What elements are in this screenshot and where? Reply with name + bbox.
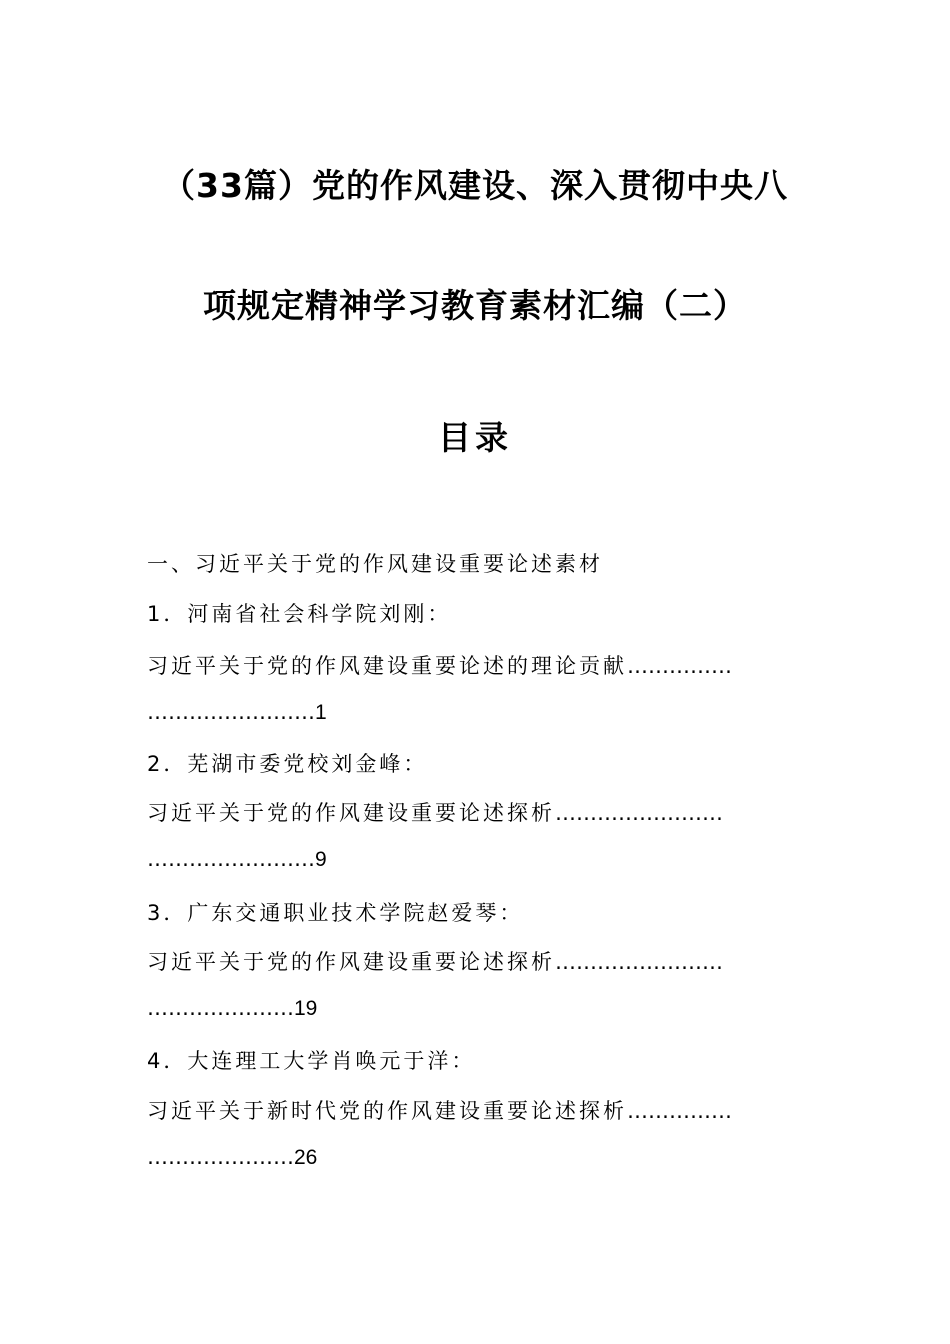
toc-entry-page-line [147, 847, 327, 872]
toc-entry-author: 3．广东交通职业技术学院赵爱琴： [147, 901, 524, 925]
toc-entry-title[interactable] [147, 946, 723, 976]
toc-page-number: 9 [315, 848, 327, 871]
toc-entry-article: 习近平关于党的作风建设重要论述探析 [147, 801, 555, 825]
toc-entry-article: 习近平关于新时代党的作风建设重要论述探析 [147, 1099, 627, 1123]
toc-entry-article: 习近平关于党的作风建设重要论述探析 [147, 950, 555, 974]
toc-page-number: 1 [315, 701, 327, 724]
toc-leader-dots: …………… [627, 654, 732, 678]
toc-leader-dots: …………………… [147, 700, 315, 724]
toc-entry-title[interactable] [147, 650, 732, 680]
toc-leader-dots: ………………… [147, 996, 294, 1020]
toc-page-number: 19 [294, 997, 318, 1020]
toc-page-number: 26 [294, 1146, 318, 1169]
toc-leader-dots: …………………… [147, 847, 315, 871]
toc-entry-page-line [147, 1145, 317, 1170]
document-title-line-1: （33篇）党的作风建设、深入贯彻中央八 [162, 166, 788, 205]
toc-entry-author: 4．大连理工大学肖唤元于洋： [147, 1049, 476, 1073]
toc-entry-page-line [147, 996, 317, 1021]
toc-section-heading: 一、习近平关于党的作风建设重要论述素材 [147, 552, 603, 576]
toc-leader-dots: …………………… [555, 950, 723, 974]
toc-leader-dots: ………………… [147, 1145, 294, 1169]
toc-entry-title[interactable] [147, 1095, 732, 1125]
document-title-line-2: 项规定精神学习教育素材汇编（二） [203, 286, 747, 325]
toc-heading: 目录 [438, 418, 512, 457]
toc-entry-author: 1．河南省社会科学院刘刚： [147, 602, 452, 626]
toc-leader-dots: …………………… [555, 801, 723, 825]
toc-leader-dots: …………… [627, 1099, 732, 1123]
toc-entry-article: 习近平关于党的作风建设重要论述的理论贡献 [147, 654, 627, 678]
toc-entry-title[interactable] [147, 797, 723, 827]
toc-entry-author: 2．芜湖市委党校刘金峰： [147, 752, 428, 776]
toc-entry-page-line [147, 700, 327, 725]
